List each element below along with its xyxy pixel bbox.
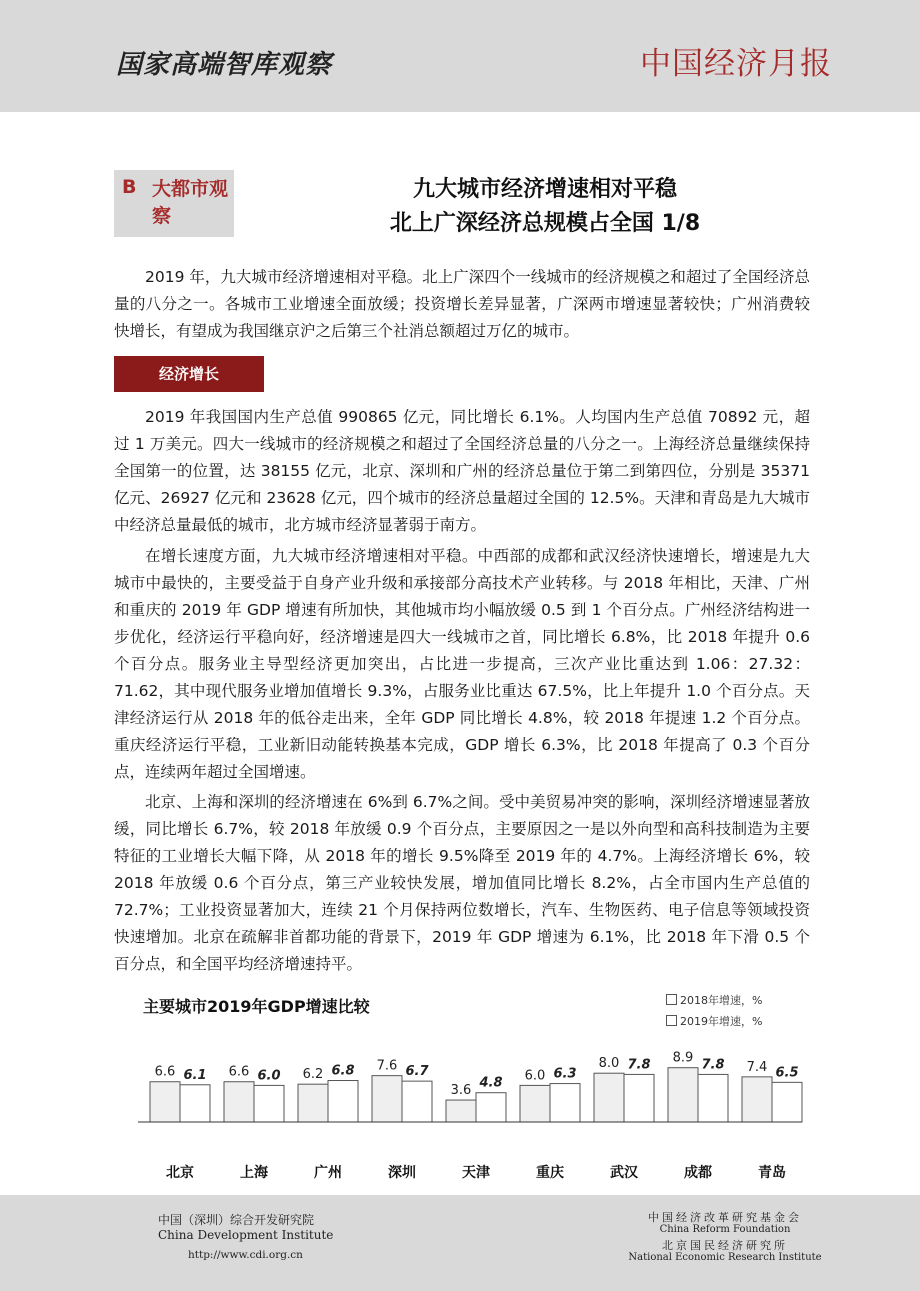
bar-2019-4: [476, 1093, 506, 1122]
bar-2019-1: [254, 1085, 284, 1122]
category-label-8: 青岛: [758, 1165, 786, 1181]
chart-title: 主要城市2019年GDP增速比较: [143, 997, 370, 1016]
section-name: 大都市观察: [152, 178, 229, 227]
data-label-2018-0: 6.6: [154, 1064, 176, 1080]
legend-swatch-2018: [666, 994, 677, 1005]
section-tag: [114, 170, 234, 237]
footer-cdi-url: http://www.cdi.org.cn: [188, 1249, 303, 1261]
data-label-2019-0: 6.1: [183, 1067, 207, 1083]
data-label-2019-3: 6.7: [405, 1064, 429, 1080]
intro-paragraph: 2019 年，九大城市经济增速相对平稳。北上广深四个一线城市的经济规模之和超过了全国经济总量的八分之一。各城市工业增速全面放缓；投资增长差异显著，广深两市增速显著较快；广州消费较快增长，有望成为我国继京沪之后第三个社消总额超过万亿的城市。: [114, 268, 810, 340]
legend-swatch-2019: [666, 1015, 677, 1026]
data-label-2018-3: 7.6: [376, 1058, 398, 1074]
legend-label-2019: 2019年增速，%: [680, 1015, 763, 1028]
footer-cdi-cn: 中国（深圳）综合开发研究院: [158, 1213, 315, 1227]
section-letter: B: [122, 176, 137, 198]
category-label-0: 北京: [166, 1165, 194, 1181]
data-label-2019-2: 6.8: [331, 1063, 355, 1079]
bar-2018-8: [742, 1077, 772, 1122]
bar-2018-2: [298, 1084, 328, 1122]
footer-crf-en: China Reform Foundation: [659, 1224, 791, 1235]
article-title-line2: 北上广深经济总规模占全国 1/8: [389, 211, 701, 236]
bar-2019-7: [698, 1074, 728, 1122]
article-title-line1: 九大城市经济增速相对平稳: [412, 177, 677, 202]
bar-2018-1: [224, 1082, 254, 1122]
body-paragraph-1: 2019 年我国国内生产总值 990865 亿元，同比增长 6.1%。人均国内生产总值 70892 元，超过 1 万美元。四大一线城市的经济规模之和超过了全国经济总量的八分之一。上海经济总量继续保持全国第一的位置，达 38155 亿元，北京、深圳和广州的经济总量位于第二到第四位，分别是 35371 亿元、26927 亿元和 23628 亿元，四个城市的经济总量超过全国的 12.5%。天津和青岛是九大城市中经济总量最低的城市，北方城市经济显著弱于南方。: [114, 408, 810, 534]
data-label-2018-1: 6.6: [228, 1064, 250, 1080]
category-label-5: 重庆: [536, 1165, 564, 1181]
brand-logo-text: 国家高端智库观察: [116, 50, 333, 80]
bar-2019-6: [624, 1074, 654, 1122]
category-label-1: 上海: [240, 1165, 268, 1181]
data-label-2018-7: 8.9: [672, 1050, 694, 1066]
data-label-2019-1: 6.0: [257, 1068, 281, 1084]
bar-2018-5: [520, 1085, 550, 1122]
category-label-7: 成都: [684, 1165, 712, 1181]
bar-2018-7: [668, 1068, 698, 1122]
body-paragraph-2: 在增长速度方面，九大城市经济增速相对平稳。中西部的成都和武汉经济快速增长，增速是九大城市中最快的，主要受益于自身产业升级和承接部分高技术产业转移。与 2018 年相比，天津、广州和重庆的 2019 年 GDP 增速有所加快，其他城市均小幅放缓 0.5 到 1 个百分点。广州经济结构进一步优化，经济运行平稳向好，经济增速是四大一线城市之首，同比增长 6.8%，比 2018 年提升 0.6 个百分点。服务业主导型经济更加突出，占比进一步提高，三次产业比重达到 1.06：27.32：71.62，其中现代服务业增加值增长 9.3%，占服务业比重达 67.5%，比上年提升 1.0 个百分点。天津经济运行从 2018 年的低谷走出来，全年 GDP 同比增长 4.8%，较 2018 年提速 1.2 个百分点。重庆经济运行平稳，工业新旧动能转换基本完成，GDP 增长 6.3%，比 2018 年提高了 0.3 个百分点，连续两年超过全国增速。: [114, 547, 810, 781]
bar-2018-4: [446, 1100, 476, 1122]
footer-neri-cn: 北京国民经济研究所: [662, 1239, 788, 1252]
legend-item-2018: [666, 992, 762, 1008]
data-label-2019-4: 4.8: [479, 1075, 503, 1091]
category-label-4: 天津: [462, 1165, 490, 1181]
data-label-2018-8: 7.4: [746, 1059, 768, 1075]
legend-item-2019: [666, 1013, 762, 1029]
bar-2018-6: [594, 1073, 624, 1122]
data-label-2018-2: 6.2: [302, 1067, 324, 1083]
body-paragraph-3: 北京、上海和深圳的经济增速在 6%到 6.7%之间。受中美贸易冲突的影响，深圳经济增速显著放缓，同比增长 6.7%，较 2018 年放缓 0.9 个百分点，主要原因之一是以外向型和高科技制造为主要特征的工业增长大幅下降，从 2018 年的增长 9.5%降至 2019 年的 4.7%。上海经济增长 6%，较 2018 年放缓 0.6 个百分点，第三产业较快发展，增加值同比增长 8.2%，占全市国内生产总值的 72.7%；工业投资显著加大，连续 21 个月保持两位数增长，汽车、生物医药、电子信息等领域投资快速增加。北京在疏解非首都功能的背景下，2019 年 GDP 增速为 6.1%，比 2018 年下滑 0.5 个百分点，和全国平均经济增速持平。: [114, 793, 810, 973]
subsection-title: 经济增长: [158, 365, 219, 383]
legend-label-2018: 2018年增速，%: [680, 994, 763, 1007]
footer-cdi-en: China Development Institute: [158, 1228, 334, 1242]
gdp-growth-bar-chart: [130, 1036, 810, 1186]
bar-2018-0: [150, 1082, 180, 1122]
data-label-2018-6: 8.0: [598, 1056, 620, 1072]
page-header: [0, 0, 920, 112]
data-label-2019-5: 6.3: [553, 1066, 577, 1082]
bar-2019-8: [772, 1082, 802, 1122]
data-label-2019-8: 6.5: [775, 1065, 799, 1081]
category-label-6: 武汉: [610, 1165, 638, 1181]
bar-2019-5: [550, 1084, 580, 1122]
bar-2019-3: [402, 1081, 432, 1122]
footer-crf-cn: 中国经济改革研究基金会: [648, 1211, 802, 1224]
category-label-2: 广州: [314, 1165, 342, 1181]
bar-2019-0: [180, 1085, 210, 1122]
bar-2019-2: [328, 1081, 358, 1122]
data-label-2019-6: 7.8: [627, 1057, 651, 1073]
data-label-2018-4: 3.6: [450, 1083, 472, 1099]
data-label-2018-5: 6.0: [524, 1068, 546, 1084]
page-footer: [0, 1195, 920, 1291]
bar-2018-3: [372, 1076, 402, 1122]
category-label-3: 深圳: [388, 1165, 416, 1181]
footer-neri-en: National Economic Research Institute: [628, 1252, 822, 1263]
data-label-2019-7: 7.8: [701, 1057, 725, 1073]
publication-title: 中国经济月报: [640, 46, 832, 82]
subsection-banner: [114, 356, 264, 392]
